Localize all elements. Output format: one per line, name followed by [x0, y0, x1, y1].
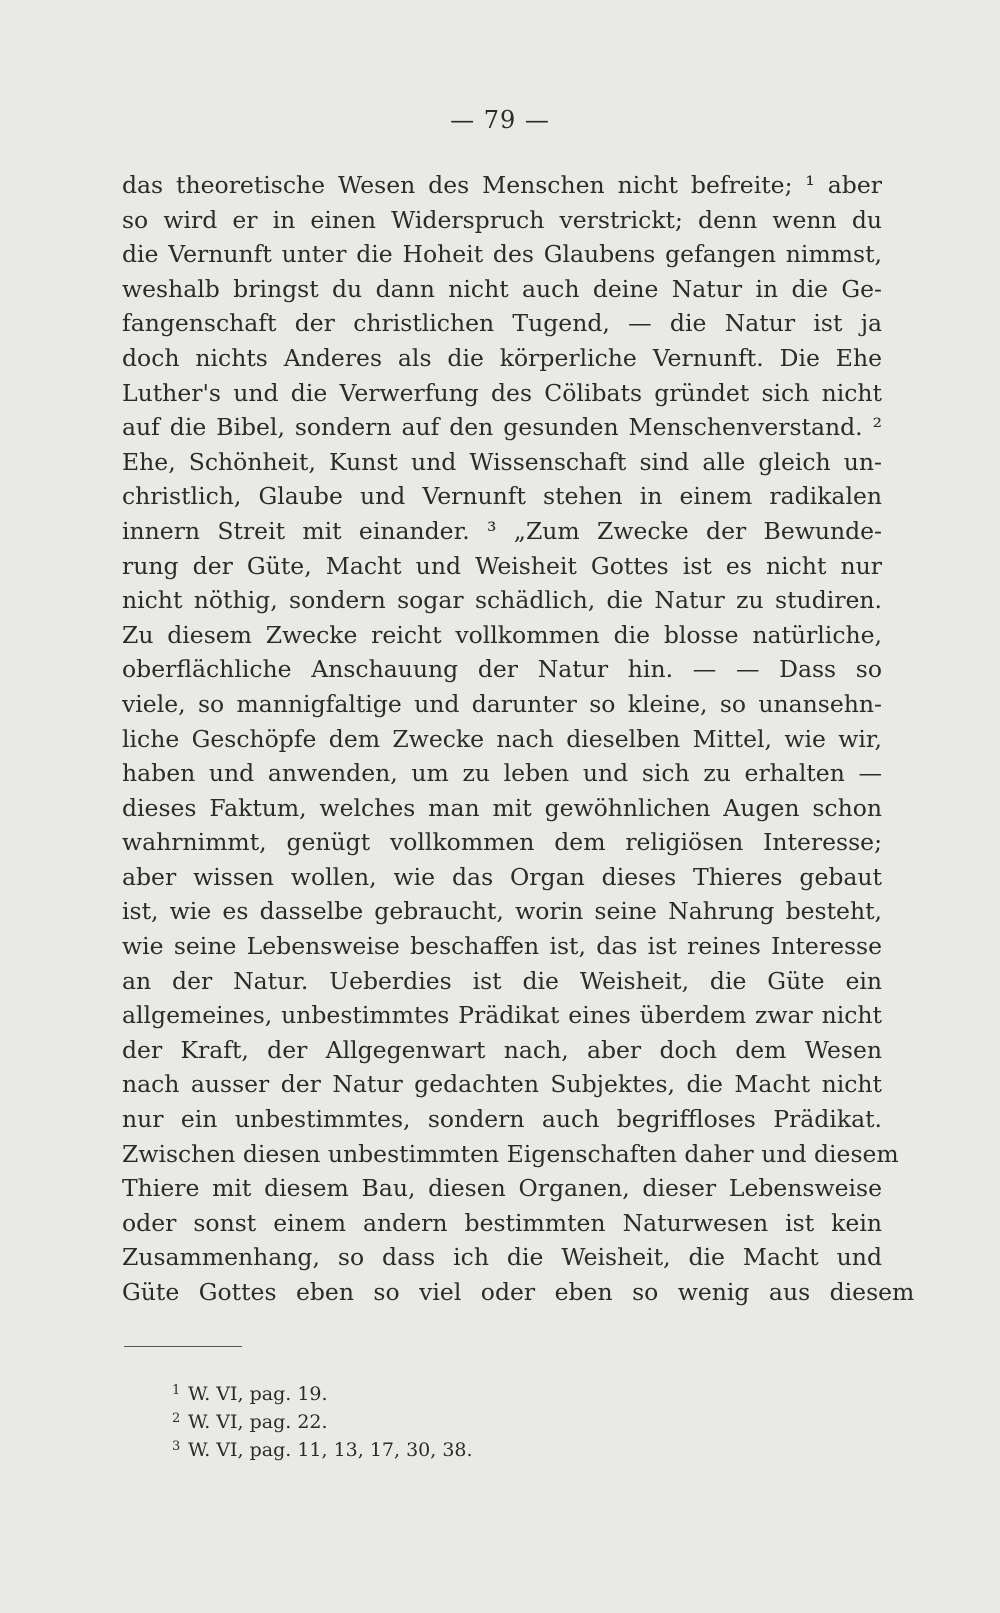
text-line: dieses Faktum, welches man mit gewöhnlichen Augen schon	[122, 793, 882, 822]
footnote-text: W. VI, pag. 22.	[188, 1411, 328, 1433]
text-line: ist, wie es dasselbe gebraucht, worin seine Nahrung besteht,	[122, 897, 882, 926]
text-line: das theoretische Wesen des Menschen nicht befreite; ¹ aber	[122, 171, 882, 199]
text-line: rung der Güte, Macht und Weisheit Gottes ist es nicht nur	[122, 551, 882, 580]
text-line: nicht nöthig, sondern sogar schädlich, die Natur zu studiren.	[122, 586, 882, 615]
text-line: der Kraft, der Allgegenwart nach, aber doch dem Wesen	[122, 1035, 882, 1064]
text-line: fangenschaft der christlichen Tugend, — die Natur ist ja	[122, 309, 882, 338]
text-line: Ehe, Schönheit, Kunst und Wissenschaft sind alle gleich un-	[122, 447, 882, 476]
text-line: doch nichts Anderes als die körperliche Vernunft. Die Ehe	[122, 343, 882, 372]
text-line: wie seine Lebensweise beschaffen ist, das ist reines Interesse	[122, 932, 882, 961]
text-line: nur ein unbestimmtes, sondern auch begriffloses Prädikat.	[122, 1105, 882, 1134]
text-line: an der Natur. Ueberdies ist die Weisheit, die Güte ein	[122, 966, 882, 995]
footnote-mark: 2	[172, 1411, 181, 1426]
text-line: innern Streit mit einander. ³ „Zum Zwecke der Bewunde-	[122, 516, 882, 545]
text-line: Thiere mit diesem Bau, diesen Organen, dieser Lebensweise	[122, 1174, 882, 1203]
text-line: viele, so mannigfaltige und darunter so kleine, so unansehn-	[122, 689, 882, 718]
footnote-mark: 3	[172, 1439, 181, 1454]
body-text	[122, 168, 915, 1310]
footnote-text: W. VI, pag. 19.	[188, 1383, 328, 1405]
footnote-text: W. VI, pag. 11, 13, 17, 30, 38.	[188, 1439, 473, 1461]
footnote	[172, 1433, 473, 1461]
footnote	[172, 1405, 473, 1433]
text-line: die Vernunft unter die Hoheit des Glaubens gefangen nimmst,	[122, 240, 882, 269]
text-line: allgemeines, unbestimmtes Prädikat eines überdem zwar nicht	[122, 1001, 882, 1030]
text-line: nach ausser der Natur gedachten Subjektes, die Macht nicht	[122, 1070, 882, 1099]
footnote-separator	[124, 1346, 242, 1347]
text-line: Zu diesem Zwecke reicht vollkommen die blosse natürliche,	[122, 620, 882, 649]
text-line: Güte Gottes eben so viel oder eben so wenig aus diesem	[122, 1278, 915, 1306]
text-line: liche Geschöpfe dem Zwecke nach dieselben Mittel, wie wir,	[122, 724, 882, 753]
footnote	[172, 1377, 473, 1405]
page-number: — 79 —	[450, 106, 550, 134]
text-line: oder sonst einem andern bestimmten Naturwesen ist kein	[122, 1208, 882, 1237]
text-line: Zusammenhang, so dass ich die Weisheit, die Macht und	[122, 1243, 882, 1272]
footnote-mark: 1	[172, 1383, 181, 1398]
text-line: so wird er in einen Widerspruch verstrickt; denn wenn du	[122, 205, 882, 234]
text-line: aber wissen wollen, wie das Organ dieses Thieres gebaut	[122, 862, 882, 891]
text-line: auf die Bibel, sondern auf den gesunden Menschenverstand. ²	[122, 413, 882, 442]
text-line: weshalb bringst du dann nicht auch deine Natur in die Ge-	[122, 274, 882, 303]
footnotes	[172, 1377, 473, 1461]
text-line: oberflächliche Anschauung der Natur hin. — — Dass so	[122, 655, 882, 684]
text-line: Zwischen diesen unbestimmten Eigenschaften daher und diesem	[122, 1139, 899, 1168]
text-line: Luther's und die Verwerfung des Cölibats gründet sich nicht	[122, 378, 882, 407]
text-line: haben und anwenden, um zu leben und sich zu erhalten —	[122, 759, 882, 788]
text-line: wahrnimmt, genügt vollkommen dem religiösen Interesse;	[122, 828, 882, 857]
text-line: christlich, Glaube und Vernunft stehen in einem radikalen	[122, 482, 882, 511]
